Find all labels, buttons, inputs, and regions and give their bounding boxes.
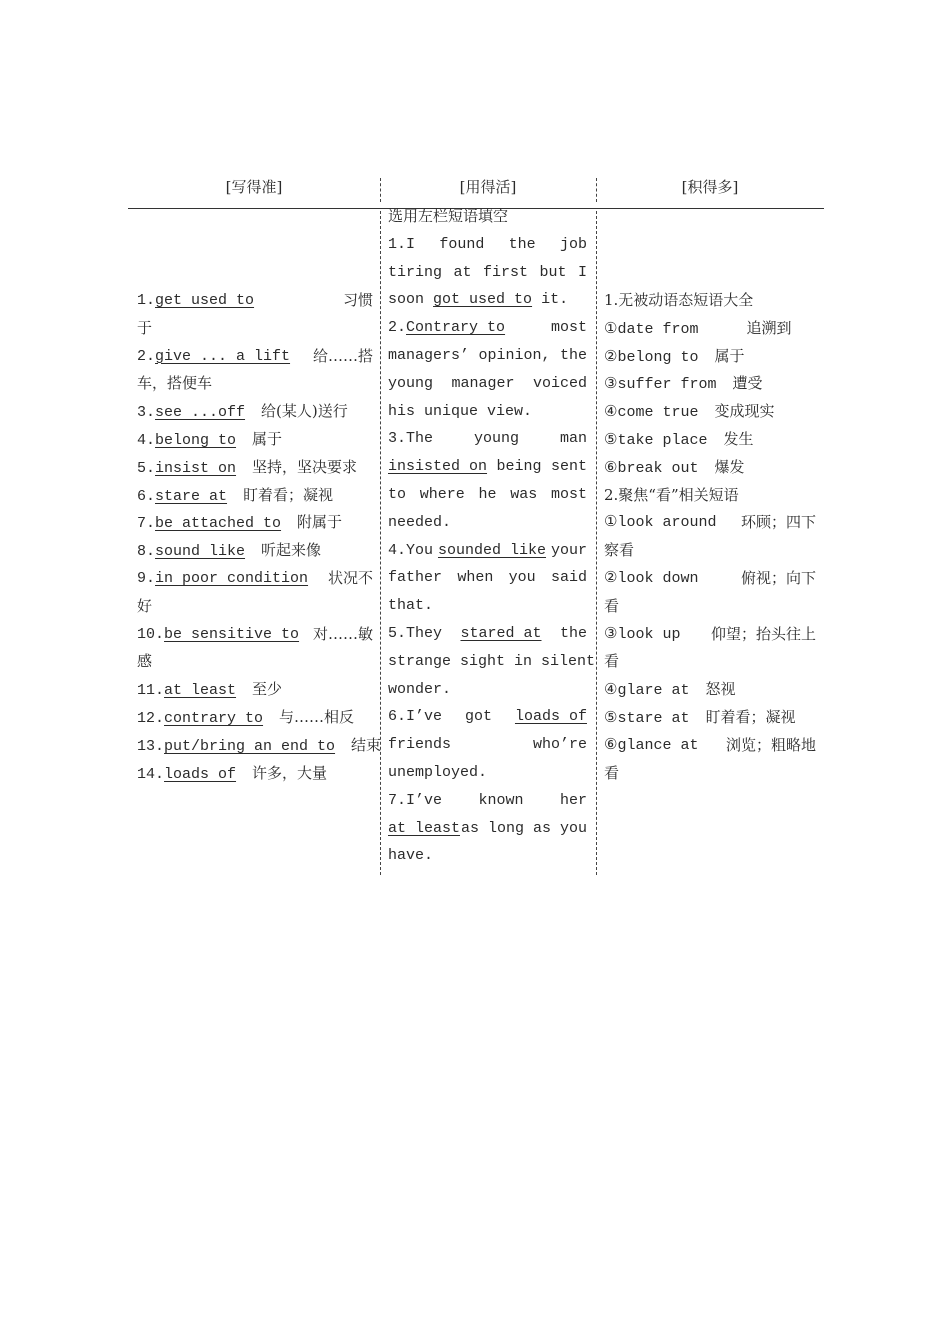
- list-item: 2.give ... a lift 给……搭: [137, 346, 373, 365]
- answer-blank: loads of: [514, 708, 587, 726]
- list-item: 9.in poor condition 状况不: [137, 568, 373, 587]
- phrase-list-column: [137, 287, 382, 787]
- exercise-sentence-7: 7.I’ve known her at least as long as you have.: [388, 791, 587, 865]
- column-divider-2: [596, 211, 597, 875]
- header-accumulate-more: [积得多]: [681, 178, 739, 196]
- list-item: ③look up 仰望；抬头往上: [604, 624, 816, 643]
- accumulation-column: [604, 287, 816, 787]
- table-header-row: [128, 176, 824, 198]
- list-item: ⑤take place 发生: [604, 429, 754, 449]
- exercise-sentence-3: 3.The young man insisted on being sent to where he was most needed.: [388, 430, 587, 531]
- list-item: 6.stare at 盯着看；凝视: [137, 485, 334, 505]
- list-item-continuation: 于: [137, 318, 153, 337]
- exercise-sentence-1: 1.I found the job tiring at first but I soon got used to it.: [388, 235, 587, 309]
- list-item: ①date from 追溯到: [604, 318, 792, 338]
- column-divider-1: [380, 211, 381, 875]
- answer-blank: insisted on: [388, 458, 488, 476]
- answer-blank: sounded like: [437, 541, 547, 559]
- header-write-accurately: [写得准]: [225, 178, 283, 196]
- list-item: ②look down 俯视；向下: [604, 568, 816, 587]
- answer-blank: got used to: [433, 291, 533, 309]
- list-item-continuation: 看: [604, 763, 620, 782]
- list-item: ⑥break out 爆发: [604, 457, 745, 477]
- list-item: 1.get used to 习惯: [137, 291, 373, 309]
- list-item-continuation: 好: [137, 596, 153, 615]
- column-divider-1-head: [380, 178, 381, 202]
- exercise-sentence-6: 6.I’ve got loads of friends who’re unemployed.: [388, 703, 587, 786]
- list-item: 4.belong to 属于: [137, 429, 283, 449]
- answer-blank: at least: [388, 819, 461, 837]
- section-title: 1.无被动语态短语大全: [604, 291, 754, 309]
- list-item: 7.be attached to 附属于: [137, 513, 343, 533]
- list-item: 12.contrary to 与……相反: [137, 707, 355, 727]
- list-item: ④glare at 怒视: [604, 680, 736, 700]
- column-divider-2-head: [596, 178, 597, 202]
- list-item: ③suffer from 遭受: [604, 374, 763, 394]
- answer-blank: stared at: [460, 624, 542, 642]
- list-item: 11.at least 至少: [137, 680, 283, 700]
- list-item-continuation: 车，搭便车: [137, 374, 213, 393]
- answer-blank: Contrary to: [406, 319, 506, 337]
- exercise-instruction: 选用左栏短语填空: [388, 207, 509, 225]
- list-item: ②belong to 属于: [604, 346, 745, 366]
- list-item: ⑥glance at 浏览；粗略地: [604, 735, 816, 754]
- list-item-continuation: 看: [604, 596, 620, 615]
- list-item: 10.be sensitive to 对……敏: [137, 624, 373, 643]
- header-use-flexibly: [用得活]: [459, 178, 517, 196]
- list-item-continuation: 感: [137, 652, 153, 671]
- exercise-sentence-5: 5.They stared at the strange sight in silent wonder.: [388, 620, 587, 703]
- list-item: ④come true 变成现实: [604, 402, 775, 422]
- list-item: ⑤stare at 盯着看；凝视: [604, 707, 796, 727]
- exercise-sentence-4: 4.You sounded like your father when you said that.: [388, 537, 587, 620]
- section-title: 2.聚焦“看”相关短语: [604, 485, 739, 504]
- list-item: 14.loads of 许多，大量: [137, 763, 328, 783]
- list-item: 13.put/bring an end to 结束: [137, 735, 382, 755]
- list-item-continuation: 察看: [604, 541, 635, 560]
- list-item: 5.insist on 坚持，坚决要求: [137, 457, 358, 477]
- list-item: 8.sound like 听起来像: [137, 541, 322, 561]
- list-item: ①look around 环顾；四下: [604, 513, 816, 532]
- list-item: 3.see ...off 给(某人)送行: [137, 402, 348, 422]
- fill-in-exercise-column: [388, 203, 596, 870]
- list-item-continuation: 看: [604, 652, 620, 671]
- exercise-sentence-2: 2.Contrary to most managers’ opinion, the young manager voiced his unique view.: [388, 319, 587, 420]
